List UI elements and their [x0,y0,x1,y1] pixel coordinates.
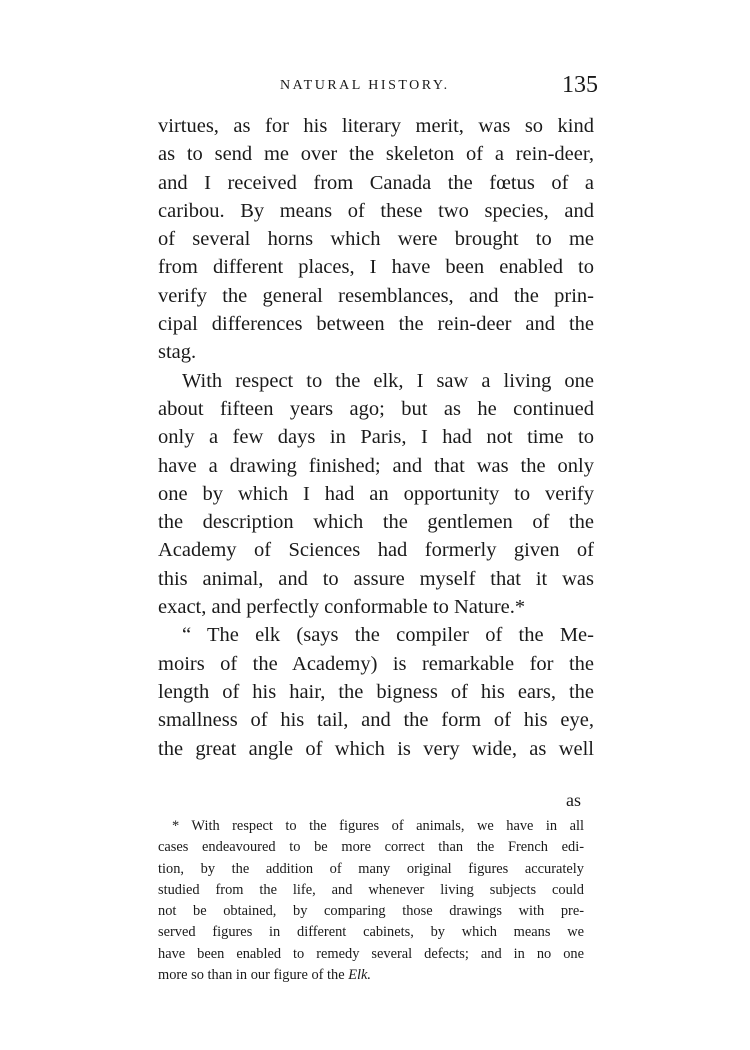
text-line: as to send me over the skeleton of a rein-deer, [158,143,594,166]
footnote-line: cases endeavoured to be more correct than the French edi- [158,839,584,856]
text-line: the great angle of which is very wide, as well [158,737,594,760]
text-line: have a drawing finished; and that was the only [158,454,594,477]
text-line: length of his hair, the bigness of his ears, the [158,680,594,703]
footnote-line: tion, by the addition of many original figures accurately [158,860,584,877]
text-line: and I received from Canada the fœtus of a [158,171,594,194]
text-line: cipal differences between the rein-deer and the [158,313,594,336]
text-line: verify the general resemblances, and the prin- [158,284,594,307]
footnote-italic-word: Elk. [348,967,372,984]
footnote-line: not be obtained, by comparing those drawings with pre- [158,903,584,920]
text-line: Academy of Sciences had formerly given of [158,539,594,562]
text-line: exact, and perfectly conformable to Nature.* [158,596,526,619]
text-line: the description which the gentlemen of the [158,511,594,534]
footnote-line: served figures in different cabinets, by which means we [158,924,584,941]
footnote-line: have been enabled to remedy several defects; and in no one [158,945,584,962]
footnote [158,816,584,986]
text-line: from different places, I have been enabled to [158,256,594,279]
text-line: caribou. By means of these two species, and [158,199,594,222]
paragraph-start-line: “ The elk (says the compiler of the Me- [182,624,594,647]
footnote-line: * With respect to the figures of animals, we have in all [172,818,584,834]
text-line: moirs of the Academy) is remarkable for the [158,652,594,675]
text-line: this animal, and to assure myself that it was [158,567,594,590]
text-line: only a few days in Paris, I had not time to [158,426,594,449]
text-line: virtues, as for his literary merit, was so kind [158,115,594,137]
page-number: 135 [562,72,598,98]
body-text [158,112,594,763]
footnote-last-line [158,965,584,986]
running-head: NATURAL HISTORY. [280,78,450,93]
catchword: as [566,790,581,810]
footnote-last-line-text: more so than in our figure of the [158,967,349,984]
text-line: stag. [158,341,197,364]
paragraph-start-line: With respect to the elk, I saw a living one [182,369,594,392]
text-line: about fifteen years ago; but as he continued [158,397,594,420]
footnote-line: studied from the life, and whenever living subjects could [158,881,584,898]
text-line: of several horns which were brought to me [158,228,594,251]
page-header [160,74,600,108]
text-line: smallness of his tail, and the form of his eye, [158,709,594,732]
text-line: one by which I had an opportunity to verify [158,482,594,505]
